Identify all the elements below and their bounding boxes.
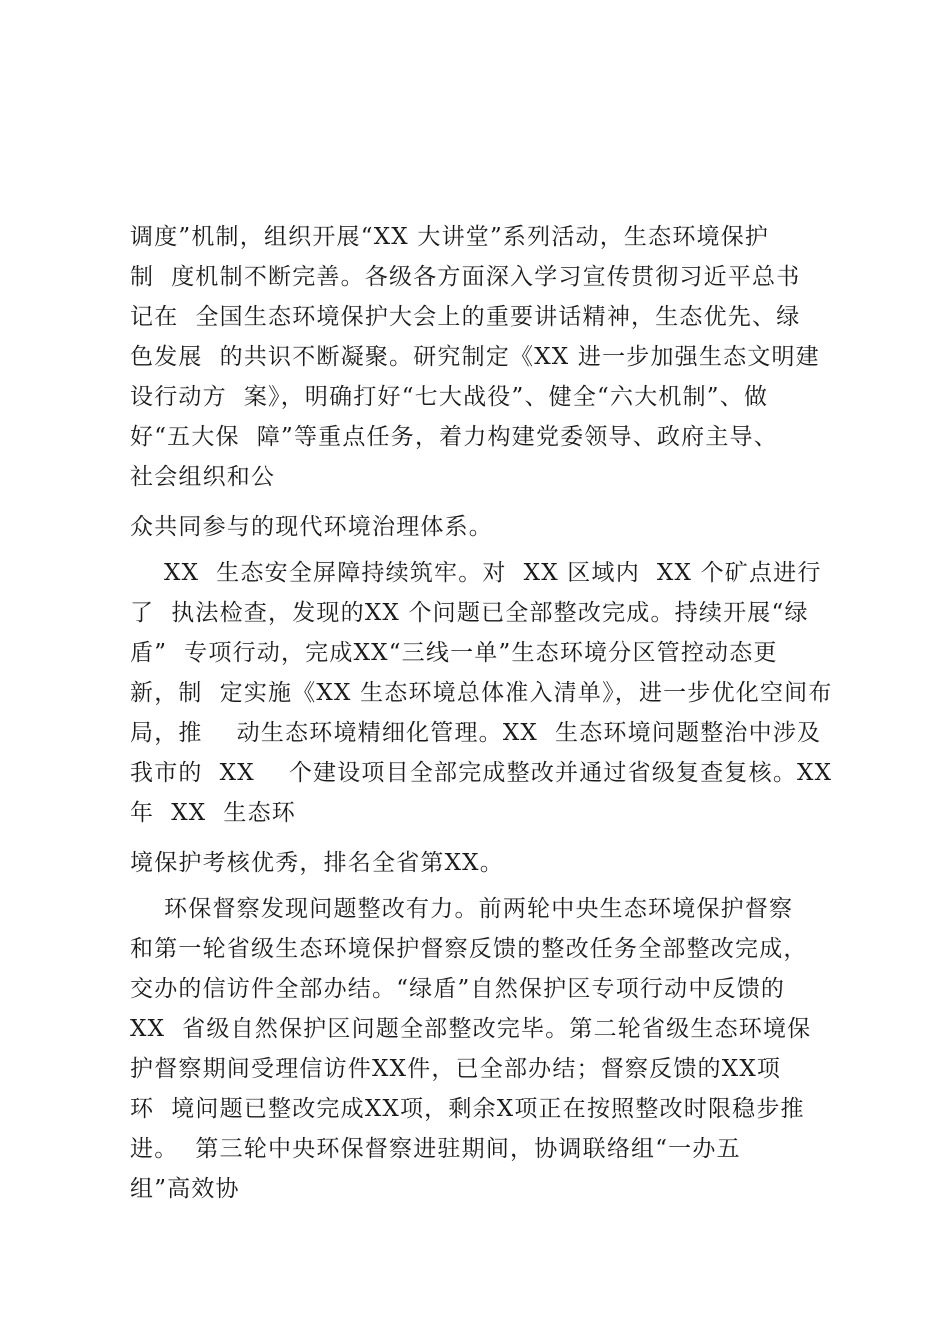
- paragraph-5-line-6: 环 境问题已整改完成XX项，剩余X项正在按照整改时限稳步推: [130, 1096, 805, 1122]
- paragraph-1-line-6: 好“五大保 障”等重点任务，着力构建党委领导、政府主导、: [130, 424, 778, 450]
- paragraph-5-line-5: 护督察期间受理信访件XX件，已全部办结；督察反馈的XX项: [130, 1056, 782, 1082]
- paragraph-5-line-1: 环保督察发现问题整改有力。前两轮中央生态环境保护督察: [130, 896, 794, 922]
- paragraph-1-line-3: 记在 全国生态环境保护大会上的重要讲话精神，生态优先、绿: [130, 304, 801, 330]
- paragraph-2-line-1: 众共同参与的现代环境治理体系。: [130, 514, 493, 540]
- paragraph-3-line-2: 了 执法检查，发现的XX 个问题已全部整改完成。持续开展“绿: [130, 600, 809, 626]
- paragraph-5-line-8: 组”高效协: [130, 1176, 240, 1202]
- paragraph-3-line-1: XX 生态安全屏障持续筑牢。对 XX 区域内 XX 个矿点进行: [130, 560, 822, 586]
- paragraph-1-line-1: 调度”机制，组织开展“XX 大讲堂”系列活动，生态环境保护: [130, 224, 770, 250]
- paragraph-1-line-7: 社会组织和公: [130, 464, 276, 490]
- paragraph-5-line-7: 进。 第三轮中央环保督察进驻期间，协调联络组“一办五: [130, 1136, 741, 1162]
- paragraph-3-line-3: 盾” 专项行动，完成XX“三线一单”生态环境分区管控动态更: [130, 640, 778, 666]
- paragraph-5-line-2: 和第一轮省级生态环境保护督察反馈的整改任务全部整改完成，: [130, 936, 808, 962]
- paragraph-1-line-5: 设行动方 案》，明确打好“七大战役”、健全“六大机制”、做: [130, 384, 769, 410]
- paragraph-4-line-1: 境保护考核优秀，排名全省第XX。: [130, 850, 504, 876]
- paragraph-3-line-6: 我市的 XX 个建设项目全部完成整改并通过省级复查复核。XX: [130, 760, 833, 786]
- paragraph-3-line-7: 年 XX 生态环: [130, 800, 296, 826]
- paragraph-5-line-4: XX 省级自然保护区问题全部整改完毕。第二轮省级生态环境保: [130, 1016, 812, 1042]
- paragraph-1-line-2: 制 度机制不断完善。各级各方面深入学习宣传贯彻习近平总书: [130, 264, 801, 290]
- paragraph-5-line-3: 交办的信访件全部办结。“绿盾”自然保护区专项行动中反馈的: [130, 976, 786, 1002]
- paragraph-3-line-4: 新，制 定实施《XX 生态环境总体准入清单》，进一步优化空间布: [130, 680, 833, 706]
- paragraph-3-line-5: 局，推 动生态环境精细化管理。XX 生态环境问题整治中涉及: [130, 720, 822, 746]
- paragraph-1-line-4: 色发展 的共识不断凝聚。研究制定《XX 进一步加强生态文明建: [130, 344, 820, 370]
